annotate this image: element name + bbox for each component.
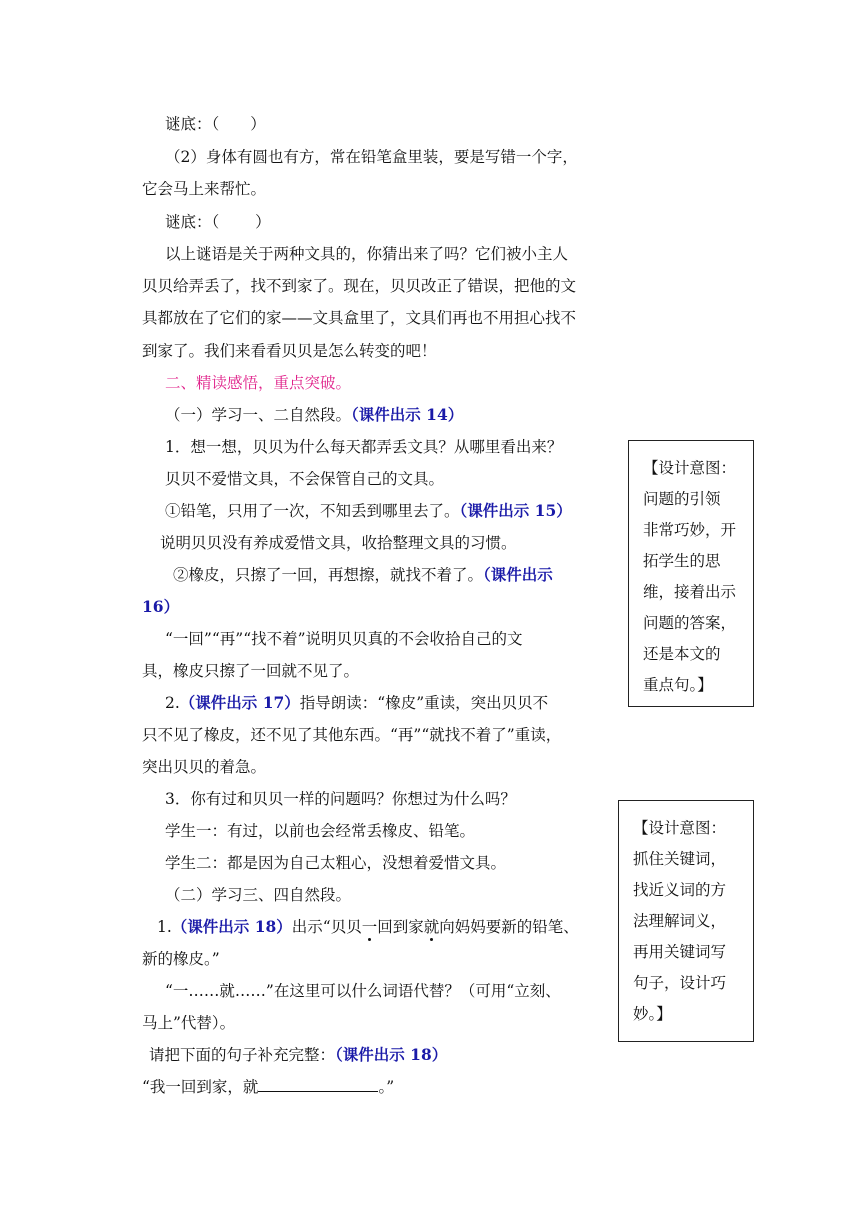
design-note-line: 【设计意图： (643, 459, 737, 477)
subsection-1-text: （一）学习一、二自然段。 (165, 406, 352, 424)
courseware-ref: （课件出示 14） (351, 405, 464, 424)
courseware-ref-cont: 16） (142, 597, 180, 616)
design-note-line: 维，接着出示 (643, 583, 737, 601)
explanation-1: 说明贝贝没有养成爱惜文具，收拾整理文具的习惯。 (160, 534, 517, 552)
answer-1: 贝贝不爱惜文具，不会保管自己的文具。 (165, 470, 445, 488)
reading-guide-line-1 (165, 693, 548, 713)
reading-guide-line-2: 只不见了橡皮，还不见了其他东西。“再”“就找不着了”重读， (142, 726, 562, 744)
point-eraser (173, 565, 553, 585)
paragraph-intro-1: 以上谜语是关于两种文具的，你猜出来了吗？它们被小主人 (165, 245, 569, 263)
courseware-ref: （课件出示 17） (179, 693, 300, 712)
courseware-ref: （课件出示 (483, 565, 553, 584)
design-note-line: 拓学生的思 (643, 552, 721, 570)
item-number: 1. (157, 918, 172, 936)
emphasis-char-yi: 一 (361, 918, 378, 936)
design-note-line: 非常巧妙，开 (643, 521, 737, 539)
display-sentence-line-1 (157, 917, 579, 937)
section-heading: 二、精读感悟，重点突破。 (165, 374, 352, 392)
design-note-line: 妙。】 (633, 1005, 672, 1023)
fill-instruction-text: 请把下面的句子补充完整： (149, 1046, 336, 1064)
design-note-line: 句子，设计巧 (633, 974, 727, 992)
fill-instruction (149, 1045, 447, 1065)
subsection-1 (165, 405, 463, 425)
design-note-line: 重点句。】 (643, 676, 713, 694)
design-note-line: 再用关键词写 (633, 943, 727, 961)
question-1: 1．想一想，贝贝为什么每天都弄丢文具？从哪里看出来？ (165, 438, 563, 456)
design-intent-box-2 (618, 800, 754, 1042)
design-note-line: 问题的引领 (643, 490, 721, 508)
paragraph-intro-4: 到家了。我们来看看贝贝是怎么转变的吧！ (142, 342, 437, 360)
item-number: 2. (165, 694, 180, 712)
explanation-2-line-1: “一回”“再”“找不着”说明贝贝真的不会收拾自己的文 (165, 630, 523, 648)
subsection-2: （二）学习三、四自然段。 (165, 886, 352, 904)
question-4-line-1: “一……就……”在这里可以什么词语代替？（可用“立刻、 (165, 982, 561, 1000)
question-4-line-2: 马上”代替）。 (142, 1014, 236, 1032)
point-eraser-text: ②橡皮，只擦了一回，再想擦，就找不着了。 (173, 566, 484, 584)
display-text: 出示“贝贝 (291, 918, 362, 936)
design-note-line: 找近义词的方 (633, 881, 727, 899)
reading-guide-line-3: 突出贝贝的着急。 (142, 758, 267, 776)
explanation-2-line-2: 具，橡皮只擦了一回就不见了。 (142, 662, 360, 680)
design-note-line: 法理解词义， (633, 912, 727, 930)
fill-sentence-end: 。” (378, 1078, 395, 1096)
design-note-line: 【设计意图： (633, 819, 727, 837)
emphasis-char-jiu: 就 (423, 918, 440, 936)
riddle-answer-1: 谜底：（ ） (165, 115, 266, 133)
student-2: 学生二：都是因为自己太粗心，没想着爱惜文具。 (165, 854, 507, 872)
display-text: 回到家 (377, 918, 424, 936)
design-note-line: 问题的答案， (643, 614, 737, 632)
paragraph-intro-2: 贝贝给弄丢了，找不到家了。现在，贝贝改正了错误，把他的文 (142, 277, 577, 295)
courseware-ref: （课件出示 18） (335, 1045, 448, 1064)
design-note-line: 还是本文的 (643, 645, 721, 663)
riddle-answer-2: 谜底：（ ） (165, 213, 271, 231)
student-1: 学生一：有过，以前也会经常丢橡皮、铅笔。 (165, 822, 476, 840)
reading-guide-text: 指导朗读：“橡皮”重读，突出贝贝不 (299, 694, 549, 712)
riddle-2-line-2: 它会马上来帮忙。 (142, 180, 267, 198)
design-note-line: 抓住关键词， (633, 850, 727, 868)
question-3: 3．你有过和贝贝一样的问题吗？你想过为什么吗？ (165, 790, 516, 808)
fill-sentence (142, 1077, 394, 1097)
point-pencil-text: ①铅笔，只用了一次，不知丢到哪里去了。 (165, 502, 460, 520)
fill-blank[interactable] (258, 1077, 378, 1092)
fill-sentence-start: “我一回到家，就 (142, 1078, 259, 1096)
design-intent-box-1 (628, 440, 754, 707)
courseware-ref: （课件出示 18） (171, 917, 292, 936)
paragraph-intro-3: 具都放在了它们的家——文具盒里了，文具们再也不用担心找不 (142, 309, 577, 327)
display-text: 向妈妈要新的铅笔、 (439, 918, 579, 936)
point-pencil (165, 501, 572, 521)
display-sentence-line-2: 新的橡皮。” (142, 950, 220, 968)
riddle-2-line-1: （2）身体有圆也有方，常在铅笔盒里装，要是写错一个字， (165, 148, 578, 166)
courseware-ref: （课件出示 15） (459, 501, 572, 520)
